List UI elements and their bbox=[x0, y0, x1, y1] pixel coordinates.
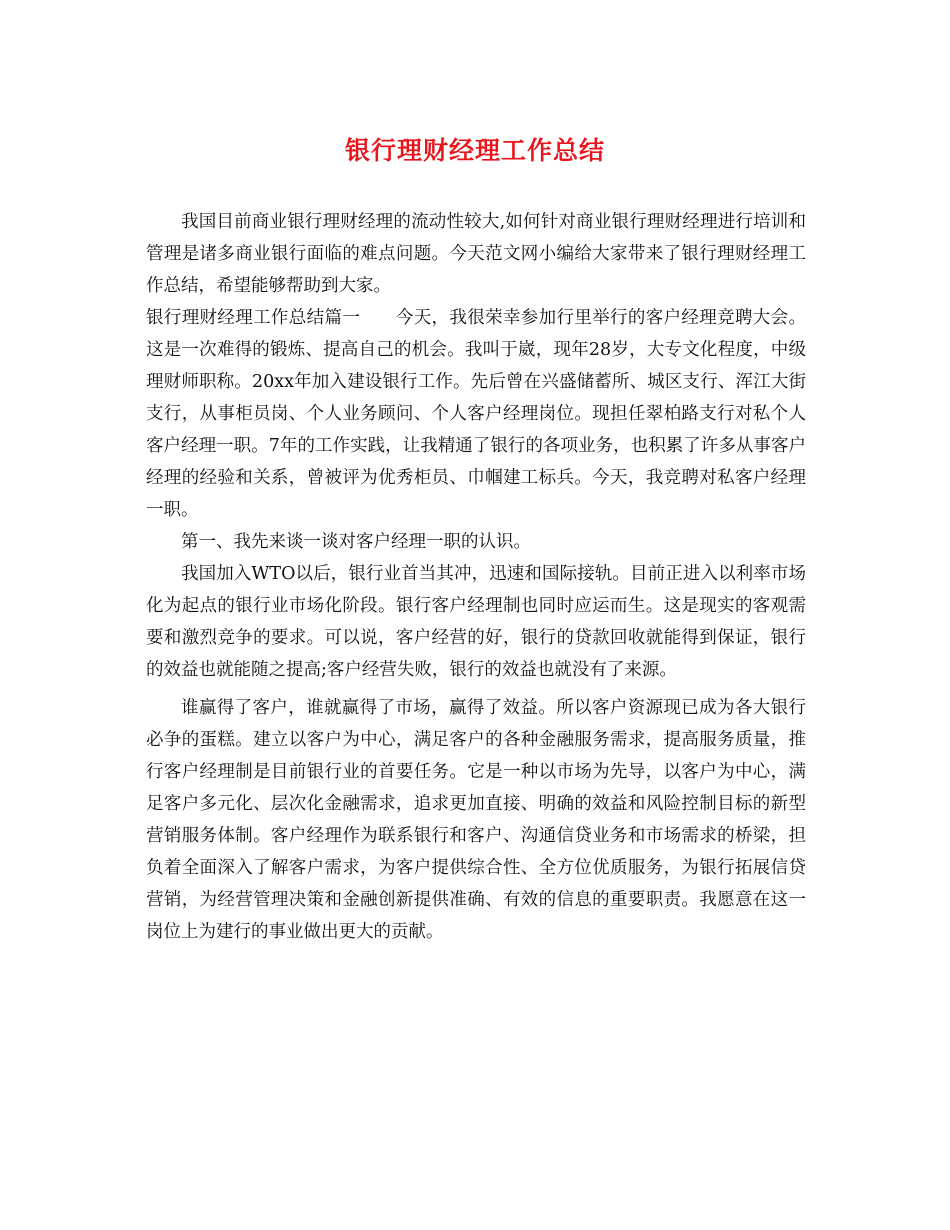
customer-paragraph: 谁赢得了客户，谁就赢得了市场，赢得了效益。所以客户资源现已成为各大银行必争的蛋糕。建立以客户为中心，满足客户的各种金融服务需求，提高服务质量，推行客户经理制是目前银行业的首要任务。它是一种以市场为先导，以客户为中心，满足客户多元化、层次化金融需求，追求更加直接、明确的效益和风险控制目标的新型营销服务体制。客户经理作为联系银行和客户、沟通信贷业务和市场需求的桥梁，担负着全面深入了解客户需求，为客户提供综合性、全方位优质服务，为银行拓展信贷营销，为经营管理决策和金融创新提供准确、有效的信息的重要职责。我愿意在这一岗位上为建行的事业做出更大的贡献。 bbox=[146, 698, 806, 942]
document-title: 银行理财经理工作总结 bbox=[344, 136, 605, 165]
document-body bbox=[146, 206, 806, 948]
section-one-paragraph: 银行理财经理工作总结篇一 今天，我很荣幸参加行里举行的客户经理竞聘大会。这是一次难得的锻炼、提高自己的机会。我叫于崴，现年28岁，大专文化程度，中级理财师职称。20xx年加入建设银行工作。先后曾在兴盛储蓄所、城区支行、浑江大街支行，从事柜员岗、个人业务顾问、个人客户经理岗位。现担任翠柏路支行对私个人客户经理一职。7年的工作实践，让我精通了银行的各项业务，也积累了许多从事客户经理的经验和关系，曾被评为优秀柜员、巾帼建工标兵。今天，我竞聘对私客户经理一职。 bbox=[146, 308, 806, 520]
point-one-heading-paragraph: 第一、我先来谈一谈对客户经理一职的认识。 bbox=[181, 532, 531, 552]
intro-paragraph: 我国目前商业银行理财经理的流动性较大,如何针对商业银行理财经理进行培训和管理是诸多商业银行面临的难点问题。今天范文网小编给大家带来了银行理财经理工作总结，希望能够帮助到大家。 bbox=[146, 212, 806, 296]
wto-paragraph: 我国加入WTO以后，银行业首当其冲，迅速和国际接轨。目前正进入以利率市场化为起点的银行业市场化阶段。银行客户经理制也同时应运而生。这是现实的客观需要和激烈竞争的要求。可以说，客户经营的好，银行的贷款回收就能得到保证，银行的效益也就能随之提高;客户经营失败，银行的效益也就没有了来源。 bbox=[146, 564, 806, 680]
